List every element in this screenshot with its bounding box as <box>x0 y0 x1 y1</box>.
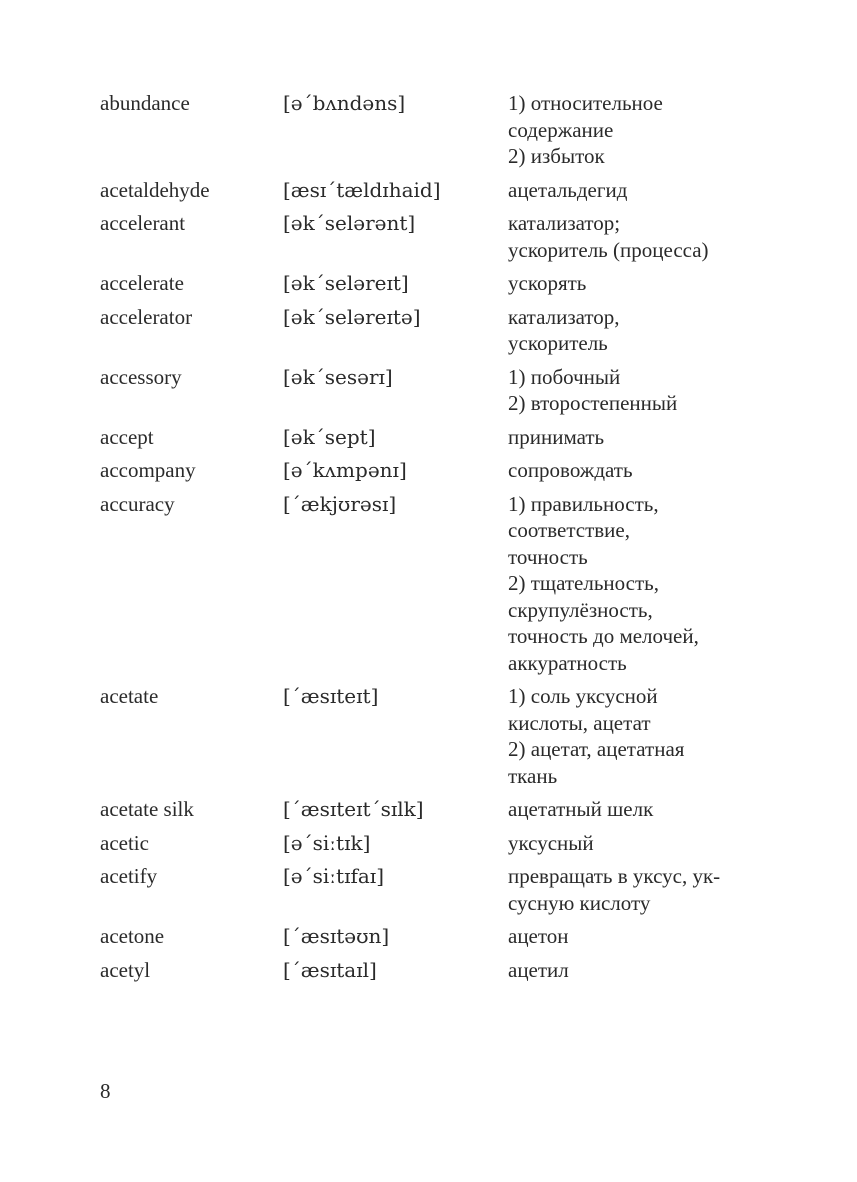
glossary-entry <box>100 457 760 484</box>
translation-line: ацетил <box>508 957 569 982</box>
glossary-entry <box>100 210 760 263</box>
translation-line: 2) избыток <box>508 144 605 168</box>
entry-term: accompany <box>100 458 196 482</box>
page-number: 8 <box>100 1079 111 1103</box>
entry-transcription: [əkˊsept] <box>283 424 376 449</box>
translation-line: катализатор, <box>508 304 620 329</box>
entry-term: acetify <box>100 864 158 888</box>
glossary-entry <box>100 424 760 451</box>
entry-term: acetate silk <box>100 797 194 821</box>
translation-line: соответствие, <box>508 518 630 542</box>
glossary-entry <box>100 270 760 297</box>
glossary-entry <box>100 90 760 170</box>
entry-translation <box>508 177 760 204</box>
glossary-table <box>100 90 760 990</box>
entry-transcription: [ˊækjʊrəsɪ] <box>283 491 397 516</box>
entry-term: acetone <box>100 924 165 948</box>
entry-transcription: [əkˊselərənt] <box>283 211 416 235</box>
translation-line: 1) побочный <box>508 364 621 389</box>
entry-term: accept <box>100 424 154 449</box>
translation-line: ацетон <box>508 924 569 948</box>
entry-translation <box>508 304 760 357</box>
entry-transcription: [əkˊseləreɪt] <box>283 271 409 295</box>
glossary-entry <box>100 796 760 823</box>
entry-transcription: [əkˊseləreɪtə] <box>283 304 421 329</box>
translation-line: ткань <box>508 763 558 788</box>
entry-transcription: [əˊsiːtɪfaɪ] <box>283 864 384 888</box>
entry-transcription: [ˊæsɪteɪt] <box>283 684 379 708</box>
translation-line: содержание <box>508 117 614 142</box>
entry-transcription: [əˊbʌndəns] <box>283 91 406 115</box>
entry-translation <box>508 364 760 417</box>
translation-line: превращать в уксус, ук- <box>508 864 721 888</box>
translation-line: аккуратность <box>508 650 627 675</box>
entry-transcription: [əˊsiːtɪk] <box>283 830 371 855</box>
entry-translation <box>508 457 760 484</box>
glossary-entry <box>100 304 760 357</box>
glossary-entry <box>100 491 760 677</box>
translation-line: сусную кислоту <box>508 890 651 915</box>
entry-term: accelerator <box>100 304 193 329</box>
translation-line: 1) соль уксусной <box>508 684 658 708</box>
translation-line: сопровождать <box>508 458 633 482</box>
entry-transcription: [æsɪˊtældɪhaid] <box>283 177 441 202</box>
glossary-entry <box>100 830 760 857</box>
entry-term: accelerant <box>100 211 186 235</box>
entry-term: accelerate <box>100 271 184 295</box>
entry-translation <box>508 957 760 984</box>
glossary-entry <box>100 683 760 789</box>
translation-line: 1) относительное <box>508 91 663 115</box>
translation-line: 2) ацетат, ацетатная <box>508 737 685 761</box>
translation-line: точность до мелочей, <box>508 624 699 648</box>
entry-translation <box>508 830 760 857</box>
glossary-entry <box>100 364 760 417</box>
glossary-entry <box>100 863 760 916</box>
translation-line: 2) второстепенный <box>508 391 678 415</box>
entry-term: acetaldehyde <box>100 177 210 202</box>
translation-line: принимать <box>508 424 605 449</box>
entry-transcription: [ˊæsɪtəʊn] <box>283 924 390 948</box>
translation-line: ускоритель <box>508 331 608 355</box>
entry-transcription: [ˊæsɪteɪtˊsɪlk] <box>283 797 424 821</box>
translation-line: точность <box>508 544 588 569</box>
translation-line: 2) тщательность, <box>508 571 660 595</box>
translation-line: ускоритель (процесса) <box>508 237 709 262</box>
translation-line: кислоты, ацетат <box>508 710 651 735</box>
entry-translation <box>508 923 760 950</box>
translation-line: ускорять <box>508 271 587 295</box>
entry-term: acetyl <box>100 957 151 982</box>
translation-line: ацетатный шелк <box>508 797 654 821</box>
glossary-entry <box>100 957 760 984</box>
entry-translation <box>508 90 760 170</box>
entry-term: acetic <box>100 830 149 855</box>
entry-transcription: [əˊkʌmpənɪ] <box>283 458 407 482</box>
entry-term: acetate <box>100 684 159 708</box>
translation-line: катализатор; <box>508 211 621 235</box>
translation-line: 1) правильность, <box>508 491 659 516</box>
glossary-entry <box>100 177 760 204</box>
entry-transcription: [əkˊsesərɪ] <box>283 364 393 389</box>
entry-translation <box>508 270 760 297</box>
entry-translation <box>508 863 760 916</box>
translation-line: уксусный <box>508 830 594 855</box>
translation-line: ацетальдегид <box>508 177 628 202</box>
entry-translation <box>508 683 760 789</box>
entry-term: abundance <box>100 91 190 115</box>
entry-translation <box>508 424 760 451</box>
entry-term: accessory <box>100 364 182 389</box>
entry-translation <box>508 491 760 677</box>
entry-transcription: [ˊæsɪtaɪl] <box>283 957 377 982</box>
translation-line: скрупулёзность, <box>508 597 653 622</box>
entry-translation <box>508 210 760 263</box>
glossary-entry <box>100 923 760 950</box>
entry-translation <box>508 796 760 823</box>
entry-term: accuracy <box>100 491 175 516</box>
